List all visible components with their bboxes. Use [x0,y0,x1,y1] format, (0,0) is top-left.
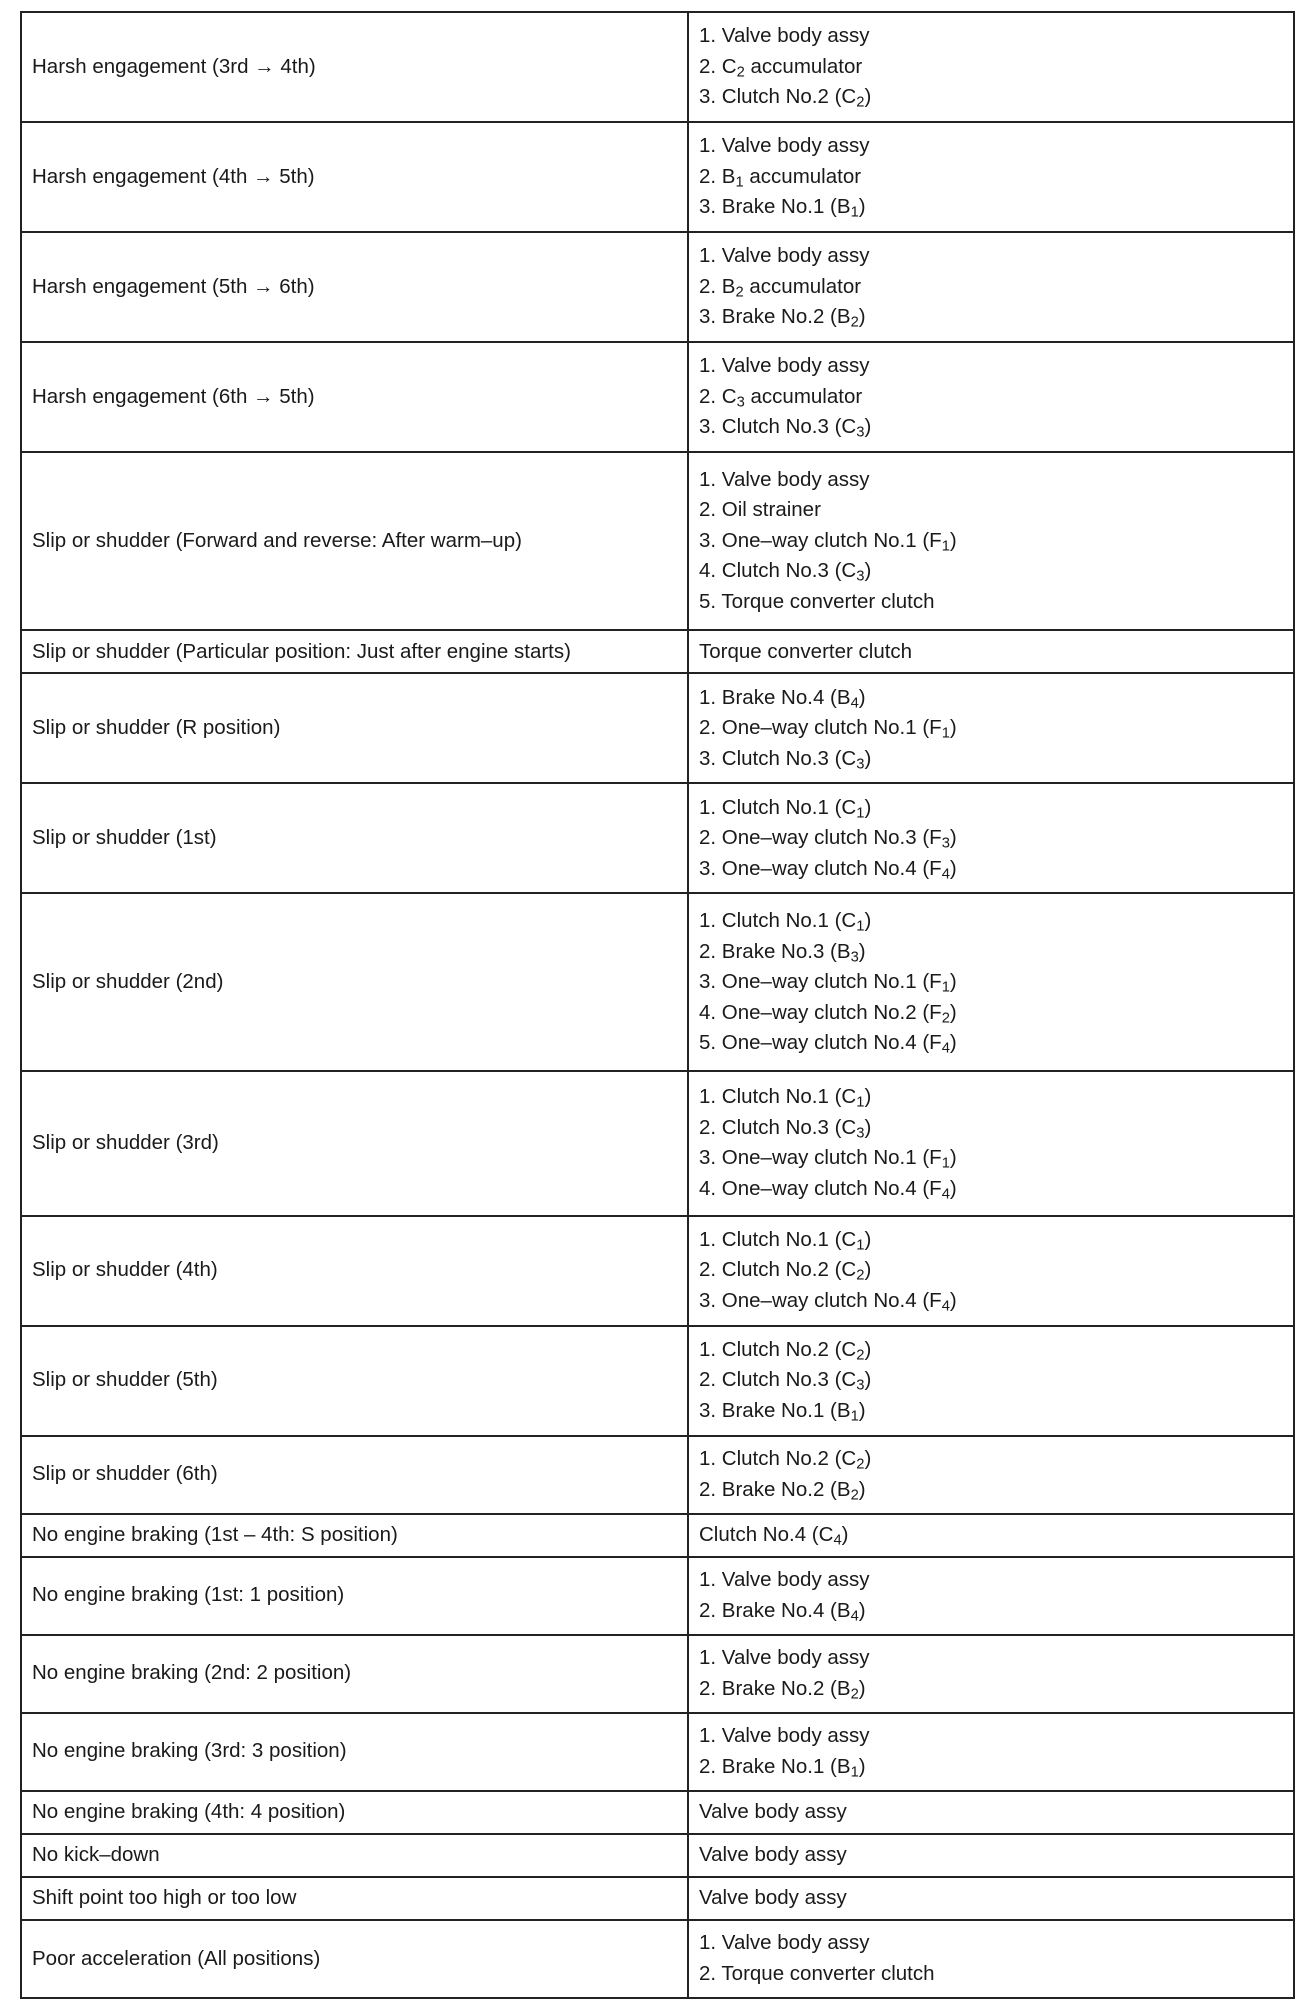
symptom-cell: Poor acceleration (All positions) [21,1920,688,1998]
table-row [21,1326,1294,1436]
part-item: 5. One–way clutch No.4 $(F_4)$ [699,1031,957,1057]
part-item: 4. One–way clutch No.4 $(F_4)$ [699,1176,957,1203]
table-row [21,1436,1294,1514]
symptom-cell: Slip or shudder (2nd) [21,893,688,1071]
table-row [21,12,1294,122]
symptom-cell: Harsh engagement (4th → 5th) [21,122,688,232]
part-item: 5. Torque converter clutch [699,589,935,613]
suspected-parts-cell [688,1635,1294,1713]
suspected-parts-cell [688,12,1294,122]
table-row [21,1557,1294,1635]
part-item: 1. Valve body assy [699,467,870,491]
suspected-parts-cell [688,1436,1294,1514]
part-item: 1. Valve body assy [699,354,870,378]
part-item: 1. Clutch No.1 $(C_1)$ [699,1085,872,1112]
table-row [21,1216,1294,1326]
symptom-cell: Harsh engagement (6th → 5th) [21,342,688,452]
symptom-cell: Slip or shudder (5th) [21,1326,688,1436]
table-row [21,630,1294,673]
part-item: 2. $B_2$ accumulator [699,274,862,301]
suspected-parts-cell [688,1514,1294,1557]
suspected-parts-cell [688,1834,1294,1877]
part-item: 1. Valve body assy [699,1646,870,1670]
part-item: Torque converter clutch [699,639,913,663]
part-item: 3. One–way clutch No.4 $(F_4)$ [699,856,957,883]
part-item: 3. One–way clutch No.4 $(F_4)$ [699,1288,957,1315]
suspected-parts-cell [688,1877,1294,1920]
part-item: 2. Brake No.3 $(B_3)$ [699,939,866,966]
part-item: 2. Brake No.2 $(B_2)$ [699,1676,866,1703]
suspected-parts-cell [688,630,1294,673]
table-row [21,893,1294,1071]
symptom-cell: Slip or shudder (3rd) [21,1071,688,1215]
symptom-cell: Harsh engagement (5th → 6th) [21,232,688,342]
part-item: Clutch No.4 $(C_4)$ [699,1522,849,1549]
table-body [21,12,1294,1998]
table-row [21,1920,1294,1998]
part-item: 2. $B_1$ accumulator [699,164,862,191]
part-item: 1. Clutch No.2 $(C_2)$ [699,1337,872,1364]
part-item: 3. Brake No.1 $(B_1)$ [699,1398,866,1425]
part-item: 1. Clutch No.2 $(C_2)$ [699,1447,872,1473]
part-item: 3. Clutch No.2 $(C_2)$ [699,85,872,111]
table-row [21,342,1294,452]
symptom-cell: Slip or shudder (Forward and reverse: After warm–up) [21,452,688,630]
symptom-cell: No kick–down [21,1834,688,1877]
symptom-cell: Slip or shudder (Particular position: Just after engine starts) [21,630,688,673]
symptom-cell: No engine braking (3rd: 3 position) [21,1713,688,1791]
symptom-cell: No engine braking (2nd: 2 position) [21,1635,688,1713]
table-row [21,783,1294,893]
part-item: 2. Brake No.4 $(B_4)$ [699,1598,866,1625]
table-row [21,1071,1294,1215]
part-item: Valve body assy [699,1843,847,1867]
table-row [21,1791,1294,1834]
part-item: 2. Torque converter clutch [699,1961,935,1985]
symptom-cell: No engine braking (4th: 4 position) [21,1791,688,1834]
part-item: 3. One–way clutch No.1 $(F_1)$ [699,970,957,996]
suspected-parts-cell [688,122,1294,232]
suspected-parts-cell [688,1326,1294,1436]
troubleshooting-table [20,11,1295,1999]
symptom-cell: Shift point too high or too low [21,1877,688,1920]
symptom-cell: Harsh engagement (3rd → 4th) [21,12,688,122]
suspected-parts-cell [688,1713,1294,1791]
part-item: 1. Clutch No.1 $(C_1)$ [699,795,872,822]
table-row [21,1713,1294,1791]
part-item: 2. $C_3$ accumulator [699,384,863,411]
part-item: 3. Clutch No.3 $(C_3)$ [699,415,872,442]
part-item: 2. Clutch No.2 $(C_2)$ [699,1258,872,1284]
part-item: 3. One–way clutch No.1 $(F_1)$ [699,1146,957,1173]
part-item: 1. Brake No.4 $(B_4)$ [699,685,866,712]
part-item: 1. Valve body assy [699,244,870,268]
part-item: 2. One–way clutch No.1 $(F_1)$ [699,716,957,742]
table-row [21,122,1294,232]
part-item: 3. Clutch No.3 $(C_3)$ [699,746,872,773]
table-row [21,232,1294,342]
suspected-parts-cell [688,1216,1294,1326]
suspected-parts-cell [688,893,1294,1071]
part-item: Valve body assy [699,1800,847,1823]
suspected-parts-cell [688,1920,1294,1998]
part-item: 1. Valve body assy [699,1724,870,1748]
part-item: 2. One–way clutch No.3 $(F_3)$ [699,826,957,852]
symptom-cell: Slip or shudder (R position) [21,673,688,783]
suspected-parts-cell [688,342,1294,452]
symptom-cell: Slip or shudder (6th) [21,1436,688,1514]
part-item: 3. One–way clutch No.1 $(F_1)$ [699,528,957,555]
table-row [21,673,1294,783]
part-item: 1. Clutch No.1 $(C_1)$ [699,1227,872,1254]
suspected-parts-cell [688,452,1294,630]
table-row [21,1635,1294,1713]
symptom-cell: No engine braking (1st: 1 position) [21,1557,688,1635]
suspected-parts-cell [688,783,1294,893]
table-row [21,452,1294,630]
symptom-cell: Slip or shudder (4th) [21,1216,688,1326]
part-item: 4. Clutch No.3 $(C_3)$ [699,559,872,586]
part-item: 4. One–way clutch No.2 $(F_2)$ [699,1000,957,1027]
suspected-parts-cell [688,1071,1294,1215]
symptom-cell: No engine braking (1st – 4th: S position) [21,1514,688,1557]
part-item: 3. Brake No.2 $(B_2)$ [699,305,866,332]
part-item: 3. Brake No.1 $(B_1)$ [699,195,866,221]
suspected-parts-cell [688,1791,1294,1834]
part-item: 2. Clutch No.3 $(C_3)$ [699,1368,872,1395]
part-item: 1. Valve body assy [699,1568,870,1592]
table-row [21,1514,1294,1557]
part-item: Valve body assy [699,1886,847,1910]
part-item: 1. Valve body assy [699,134,870,158]
table-row [21,1877,1294,1920]
part-item: 2. Oil strainer [699,498,821,522]
suspected-parts-cell [688,1557,1294,1635]
part-item: 2. Brake No.2 $(B_2)$ [699,1477,866,1504]
part-item: 1. Valve body assy [699,1931,870,1955]
suspected-parts-cell [688,673,1294,783]
suspected-parts-cell [688,232,1294,342]
table-row [21,1834,1294,1877]
part-item: 2. Clutch No.3 $(C_3)$ [699,1115,872,1142]
symptom-cell: Slip or shudder (1st) [21,783,688,893]
part-item: 1. Clutch No.1 $(C_1)$ [699,909,872,935]
part-item: 1. Valve body assy [699,24,870,48]
part-item: 2. Brake No.1 $(B_1)$ [699,1754,866,1781]
part-item: 2. $C_2$ accumulator [699,54,863,81]
